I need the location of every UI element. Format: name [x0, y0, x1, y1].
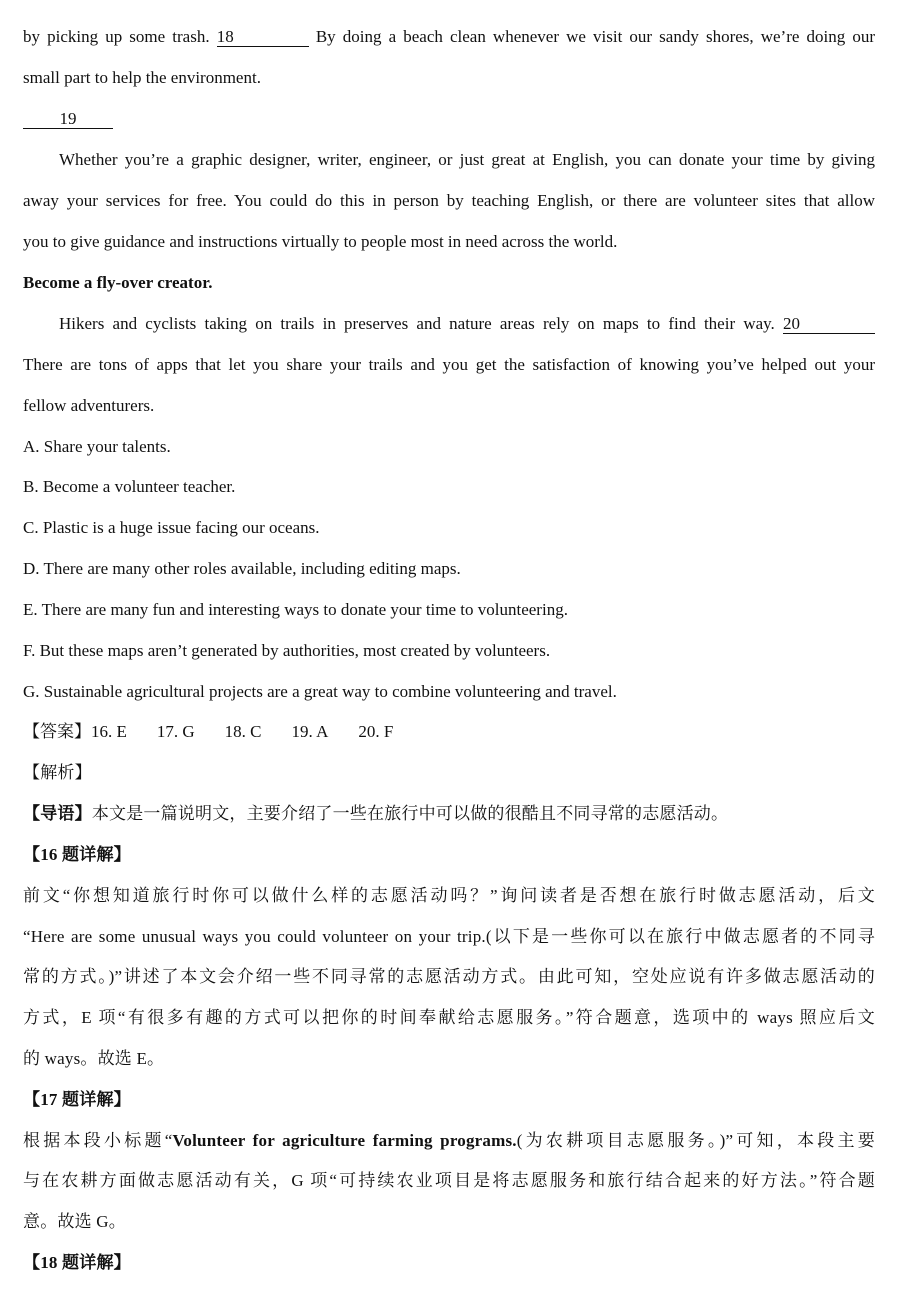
answer-item: 17. G	[156, 722, 195, 741]
answer-item: 16. E	[91, 722, 127, 741]
passage-text: By doing a beach clean whenever we visit our sandy shores, we’re doing our	[315, 27, 876, 46]
passage-line: away your services for free. You could do this in person by teaching English, or there are volunteer sites that allow	[23, 191, 875, 210]
q16-line: 前文“你想知道旅行时你可以做什么样的志愿活动吗？”询问读者是否想在旅行时做志愿活动，后文	[23, 886, 875, 905]
passage-text: by picking up some trash.	[23, 27, 210, 46]
answer-item: 18. C	[224, 722, 262, 741]
answer-line	[23, 721, 393, 743]
answer-label: 【答案】	[23, 722, 91, 741]
q18-label: 【18 题详解】	[23, 1253, 131, 1272]
q16-line: 方式，E 项“有很多有趣的方式可以把你的时间奉献给志愿服务。”符合题意，选项中的 ways 照应后文	[23, 1008, 875, 1027]
blank-number: 19	[59, 109, 77, 128]
q17-line: 与在农耕方面做志愿活动有关，G 项“可持续农业项目是将志愿服务和旅行结合起来的好方法。”符合题	[23, 1171, 875, 1190]
answer-blank-19	[23, 110, 113, 129]
q17-label: 【17 题详解】	[23, 1090, 131, 1109]
passage-line: small part to help the environment.	[23, 68, 261, 87]
q17-text: (为农耕项目志愿服务。)”可知，本段主要	[516, 1131, 875, 1150]
answer-item: 19. A	[291, 722, 329, 741]
passage-text: Hikers and cyclists taking on trails in preserves and nature areas rely on maps to find their way.	[59, 314, 775, 333]
analysis-label: 【解析】	[23, 763, 92, 782]
q17-line: 意。故选 G。	[23, 1212, 126, 1231]
passage-line	[23, 313, 875, 335]
q17-subtitle-quote: Volunteer for agriculture farming programs.	[172, 1131, 517, 1150]
q16-line: 的 ways。故选 E。	[23, 1049, 165, 1068]
q17-text: 根据本段小标题“	[23, 1131, 173, 1150]
passage-line: fellow adventurers.	[23, 396, 155, 415]
passage-line: you to give guidance and instructions virtually to people most in need across the world.	[23, 232, 618, 251]
blank-number: 18	[216, 27, 234, 46]
passage-line: There are tons of apps that let you share your trails and you get the satisfaction of knowing you’ve helped out your	[23, 355, 875, 374]
option-d: D. There are many other roles available, including editing maps.	[23, 559, 461, 578]
option-b: B. Become a volunteer teacher.	[23, 477, 236, 496]
blank-number: 20	[783, 314, 801, 333]
option-g: G. Sustainable agricultural projects are a great way to combine volunteering and travel.	[23, 682, 617, 701]
answer-blank-18	[217, 28, 309, 47]
option-e: E. There are many fun and interesting ways to donate your time to volunteering.	[23, 600, 568, 619]
q16-label: 【16 题详解】	[23, 845, 131, 864]
q17-line	[23, 1130, 875, 1152]
passage-line	[23, 26, 875, 48]
q16-line: “Here are some unusual ways you could volunteer on your trip.(以下是一些你可以在旅行中做志愿者的不同寻	[23, 927, 875, 946]
section-heading: Become a fly-over creator.	[23, 273, 213, 292]
intro-text: 本文是一篇说明文，主要介绍了一些在旅行中可以做的很酷且不同寻常的志愿活动。	[91, 804, 729, 823]
option-a: A. Share your talents.	[23, 437, 171, 456]
q16-line: 常的方式。)”讲述了本文会介绍一些不同寻常的志愿活动方式。由此可知，空处应说有许多做志愿活动的	[23, 967, 875, 986]
intro-line	[23, 803, 728, 825]
option-f: F. But these maps aren’t generated by authorities, most created by volunteers.	[23, 641, 551, 660]
answer-blank-19-line	[23, 108, 113, 130]
answer-blank-20	[783, 315, 875, 334]
intro-label: 【导语】	[23, 804, 92, 823]
passage-line: Whether you’re a graphic designer, writer, engineer, or just great at English, you can donate your time by giving	[59, 150, 875, 169]
answer-item: 20. F	[358, 722, 394, 741]
option-c: C. Plastic is a huge issue facing our oceans.	[23, 518, 320, 537]
